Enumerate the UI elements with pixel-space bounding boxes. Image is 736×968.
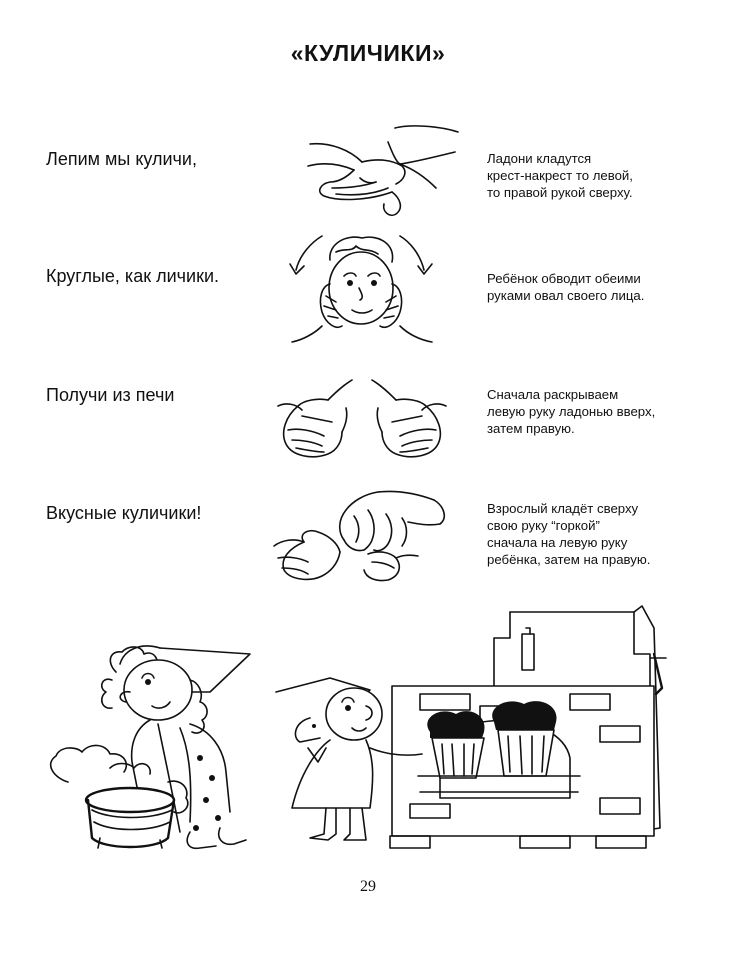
instruction-1-line: Ладони кладутся <box>487 151 592 166</box>
hand-on-palms-icon <box>268 488 458 588</box>
instruction-3 <box>487 386 655 437</box>
instruction-4-line: ребёнка, затем на правую. <box>487 552 651 567</box>
page-title: «КУЛИЧИКИ» <box>290 40 446 66</box>
verse-line-2: Круглые, как личики. <box>46 266 219 286</box>
instruction-4-line: свою руку “горкой” <box>487 518 600 533</box>
instruction-1-line: крест-накрест то левой, <box>487 168 633 183</box>
page-number: 29 <box>360 878 376 895</box>
instruction-1 <box>487 150 633 201</box>
instruction-2-line: Ребёнок обводит обеими <box>487 271 641 286</box>
open-palms-icon <box>272 376 452 466</box>
instruction-4-line: Взрослый кладёт сверху <box>487 501 639 516</box>
instruction-3-line: левую руку ладонью вверх, <box>487 404 656 419</box>
instruction-4-line: сначала на левую руку <box>487 535 628 550</box>
girl-kneading-dough-icon <box>40 632 260 852</box>
clasped-hands-icon <box>300 122 460 218</box>
girl-at-oven-icon <box>270 598 690 850</box>
instruction-1-line: то правой рукой сверху. <box>487 185 633 200</box>
instruction-2-line: руками овал своего лица. <box>487 288 645 303</box>
instruction-2 <box>487 270 644 304</box>
instruction-3-line: затем правую. <box>487 421 575 436</box>
child-face-icon <box>286 226 436 352</box>
instruction-3-line: Сначала раскрываем <box>487 387 619 402</box>
verse-line-3: Получи из печи <box>46 385 175 405</box>
verse-line-1: Лепим мы куличи, <box>46 149 197 169</box>
instruction-4 <box>487 500 650 568</box>
verse-line-4: Вкусные куличики! <box>46 503 202 523</box>
